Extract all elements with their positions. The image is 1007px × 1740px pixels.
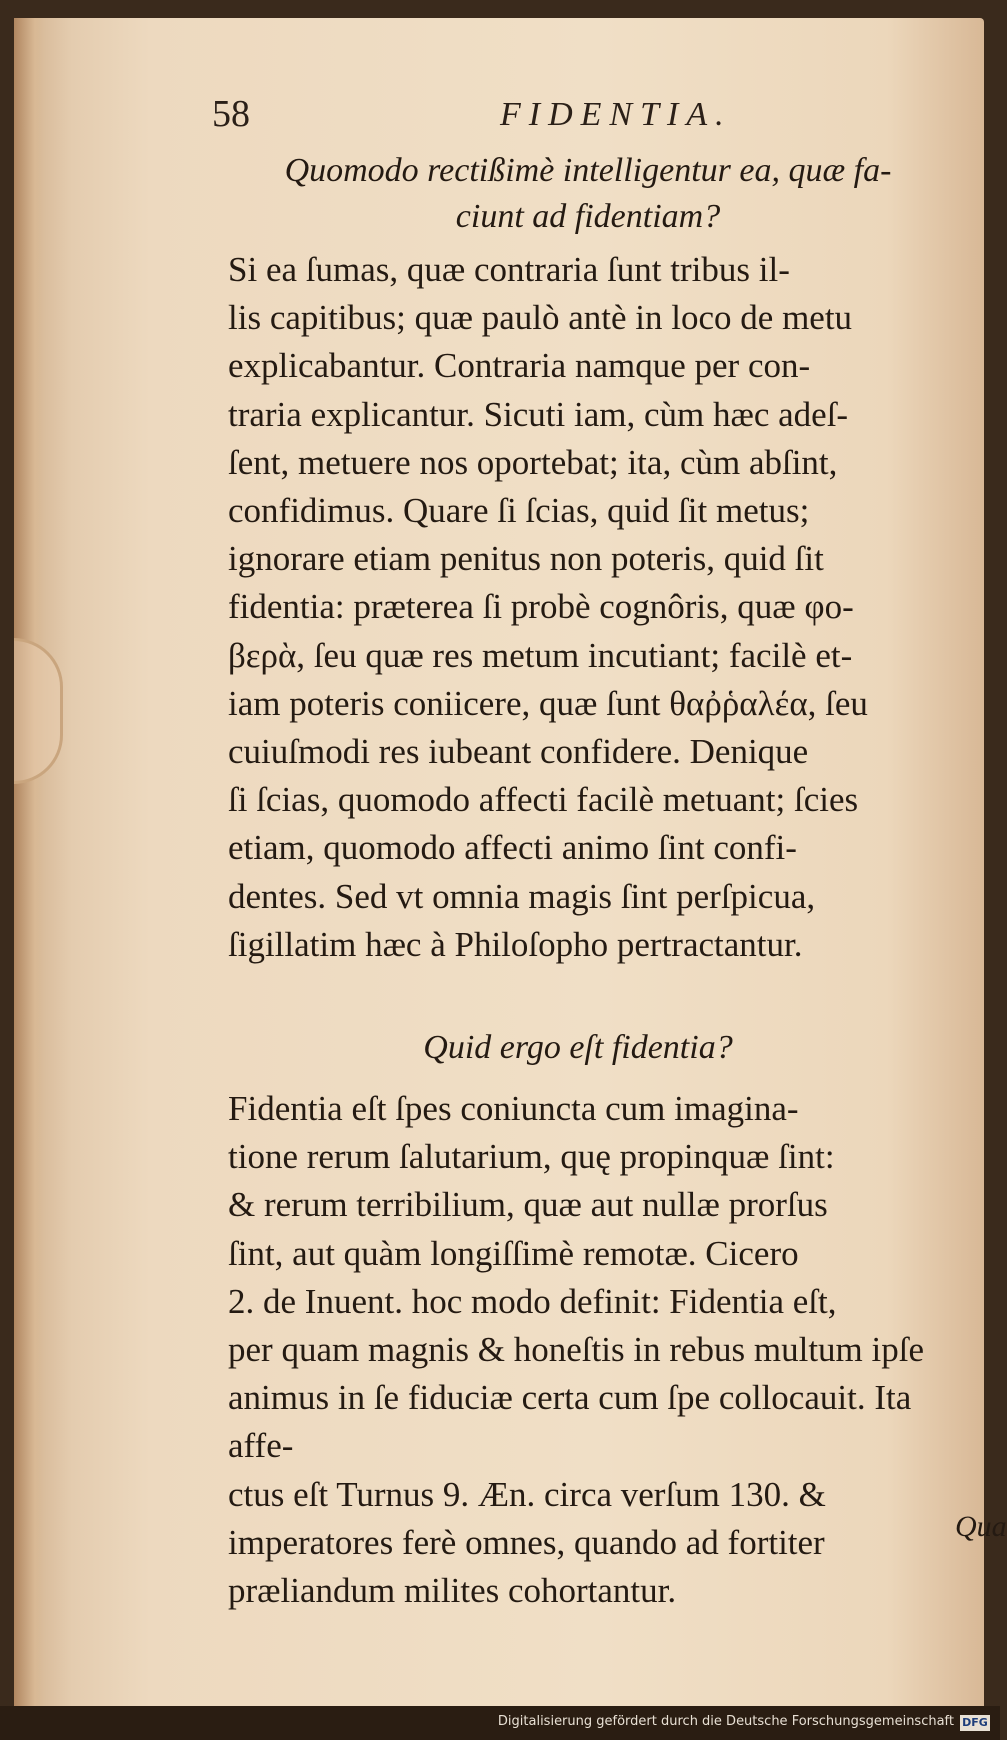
- book-spine: [14, 18, 44, 1718]
- question-heading-1: [228, 148, 948, 240]
- dfg-logo-icon: DFG: [960, 1715, 990, 1731]
- page-number: 58: [212, 93, 250, 135]
- text-block: [228, 148, 988, 1615]
- footer-credit: Digitalisierung gefördert durch die Deutsche Forschungsgemeinschaft: [497, 1714, 954, 1729]
- catchword: Qua: [955, 1510, 1007, 1543]
- question-1-line-1: Quomodo rectißimè intelligentur ea, quæ fa-: [284, 152, 892, 189]
- question-1-line-2: ciunt ad fidentiam?: [455, 198, 721, 235]
- page-clasp: [14, 638, 63, 784]
- answer-paragraph-2: Fidentia eſt ſpes coniuncta cum imagina- tione rerum ſalutarium, quę propinquæ ſint: & rerum terribilium, quæ aut nullæ prorſus ſint, aut quàm longiſſimè remotæ. Cicero 2. de Inuent. hoc modo definit: Fidentia eſt, per quam magnis & honeſtis in rebus multum ipſe animus in ſe fiduciæ certa cum ſpe collocauit. Ita affe- ctus eſt Turnus 9. Æn. circa verſum 130. & imperatores ferè omnes, quando ad fortiter præliandum milites cohortantur.: [228, 1089, 925, 1611]
- digitization-footer: [0, 1706, 1000, 1740]
- question-heading-2: Quid ergo eſt fidentia?: [423, 1029, 733, 1067]
- answer-paragraph-1: Si ea ſumas, quæ contraria ſunt tribus il- lis capitibus; quæ paulò antè in loco de metu explicabantur. Contraria namque per con- traria explicantur. Sicuti iam, cùm hæc adeſ- ſent, metuere nos oportebat; ita, cùm abſint, confidimus. Quare ſi ſcias, quid ſit metus; ignorare etiam penitus non poteris, quid ſit fidentia: præterea ſi probè cognôris, quæ φο- βερὰ, ſeu quæ res metum incutiant; facilè et- iam poteris coniicere, quæ ſunt θαῤῥαλέα, ſeu cuiuſmodi res iubeant confidere. Denique ſi ſcias, quomodo affecti facilè metuant; ſcies etiam, quomodo affecti animo ſint confi- dentes. Sed vt omnia magis ſint perſpicua, ſigillatim hæc à Philoſopho pertractantur.: [228, 250, 868, 964]
- running-head: FIDENTIA.: [500, 96, 732, 133]
